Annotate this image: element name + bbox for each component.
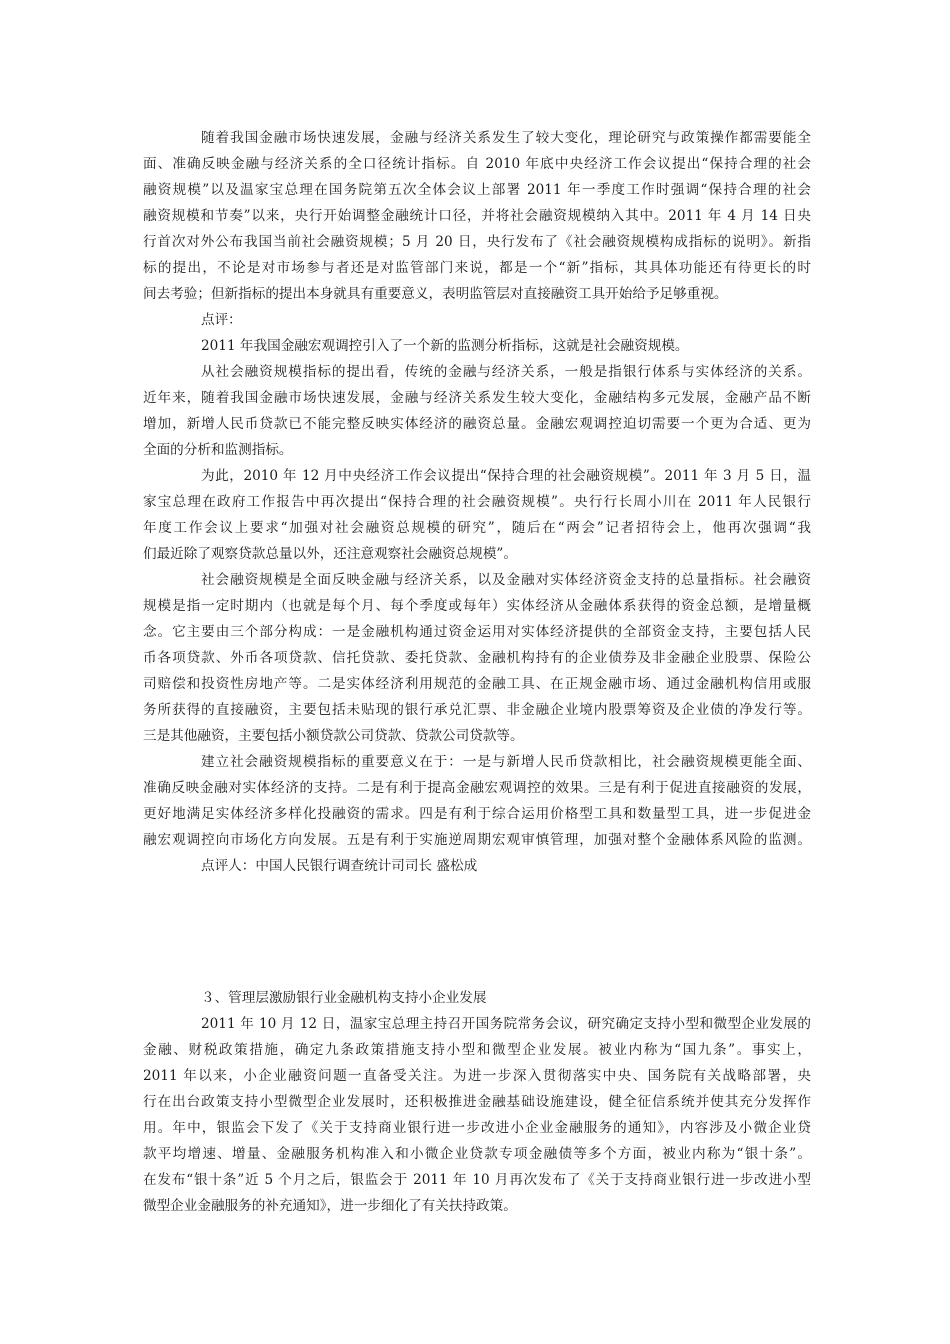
section-social-financing xyxy=(143,125,811,879)
comment-label: 点评： xyxy=(201,312,242,328)
paragraph-line: 款平均增速、增量、金融服务机构准入和小微企业贷款专项金融债等多个方面，被业内称为“银十条”。 xyxy=(143,1146,811,1162)
paragraph-line: 行首次对外公布我国当前社会融资规模；5 月 20 日，央行发布了《社会融资规模构成指标的说明》。新指 xyxy=(143,234,811,250)
paragraph-line: 币各项贷款、外币各项贷款、信托贷款、委托贷款、金融机构持有的企业债券及非金融企业股票、保险公 xyxy=(143,650,811,666)
paragraph-line: 全面的分析和监测指标。 xyxy=(143,442,293,458)
paragraph-line: 家宝总理在政府工作报告中再次提出“保持合理的社会融资规模”。央行行长周小川在 2011 年人民银行 xyxy=(143,494,811,510)
paragraph-line: 更好地满足实体经济多样化投融资的需求。四是有利于综合运用价格型工具和数量型工具，进一步促进金 xyxy=(143,806,811,822)
paragraph-line: 为此，2010 年 12 月中央经济工作会议提出“保持合理的社会融资规模”。2011 年 3 月 5 日，温 xyxy=(201,468,811,484)
paragraph-line: 融宏观调控向市场化方向发展。五是有利于实施逆周期宏观审慎管理，加强对整个金融体系风险的监测。 xyxy=(143,832,811,848)
paragraph-line: 间去考验；但新指标的提出本身就具有重要意义，表明监管层对直接融资工具开始给予足够重视。 xyxy=(143,286,728,302)
paragraph-line: 念。它主要由三个部分构成：一是金融机构通过资金运用对实体经济提供的全部资金支持，主要包括人民 xyxy=(143,624,811,640)
paragraph-line: 务所获得的直接融资，主要包括未贴现的银行承兑汇票、非金融企业境内股票筹资及企业债的净发行等。 xyxy=(143,702,811,718)
section-heading: ３、管理层激励银行业金融机构支持小企业发展 xyxy=(201,990,487,1006)
paragraph-line: 建立社会融资规模指标的重要意义在于：一是与新增人民币贷款相比，社会融资规模更能全面、 xyxy=(201,754,811,770)
paragraph-line: 随着我国金融市场快速发展，金融与经济关系发生了较大变化，理论研究与政策操作都需要能全 xyxy=(201,130,811,146)
paragraph-line: 增加，新增人民币贷款已不能完整反映实体经济的融资总量。金融宏观调控迫切需要一个更为合适、更为 xyxy=(143,416,811,432)
section-small-business xyxy=(143,985,811,1219)
paragraph-line: 近年来，随着我国金融市场快速发展，金融与经济关系发生较大变化，金融结构多元发展，金融产品不断 xyxy=(143,390,811,406)
paragraph-line: 们最近除了观察贷款总量以外，还注意观察社会融资总规模”。 xyxy=(143,546,517,562)
paragraph-line: 从社会融资规模指标的提出看，传统的金融与经济关系，一般是指银行体系与实体经济的关系。 xyxy=(201,364,811,380)
paragraph-line: 准确反映金融对实体经济的支持。二是有利于提高金融宏观调控的效果。三是有利于促进直接融资的发展， xyxy=(143,780,811,796)
paragraph-line: 行在出台政策支持小型微型企业发展时，还积极推进金融基础设施建设，健全征信系统并使其充分发挥作 xyxy=(143,1094,811,1110)
paragraph-line: 司赔偿和投资性房地产等。二是实体经济利用规范的金融工具、在正规金融市场、通过金融机构信用或服 xyxy=(143,676,811,692)
paragraph-line: 微型企业金融服务的补充通知》，进一步细化了有关扶持政策。 xyxy=(143,1198,517,1214)
paragraph-line: 用。年中，银监会下发了《关于支持商业银行进一步改进小企业金融服务的通知》，内容涉及小微企业贷 xyxy=(143,1120,811,1136)
paragraph-line: 社会融资规模是全面反映金融与经济关系，以及金融对实体经济资金支持的总量指标。社会融资 xyxy=(201,572,811,588)
paragraph-line: 融资规模”以及温家宝总理在国务院第五次全体会议上部署 2011 年一季度工作时强调“保持合理的社会 xyxy=(143,182,811,198)
paragraph-line: 2011 年我国金融宏观调控引入了一个新的监测分析指标，这就是社会融资规模。 xyxy=(201,338,689,354)
paragraph-line: 规模是指一定时期内（也就是每个月、每个季度或每年）实体经济从金融体系获得的资金总额，是增量概 xyxy=(143,598,811,614)
paragraph-line: 金融、财税政策措施，确定九条政策措施支持小型和微型企业发展。被业内称为“国九条”。事实上， xyxy=(143,1042,811,1058)
paragraph-line: 2011 年以来，小企业融资问题一直备受关注。为进一步深入贯彻落实中央、国务院有关战略部署，央 xyxy=(143,1068,811,1084)
commentator-signature: 点评人：中国人民银行调查统计司司长 盛松成 xyxy=(201,858,478,874)
paragraph-line: 标的提出，不论是对市场参与者还是对监管部门来说，都是一个“新”指标，其具体功能还有待更长的时 xyxy=(143,260,811,276)
paragraph-line: 年度工作会议上要求“加强对社会融资总规模的研究”，随后在“两会”记者招待会上，他再次强调“我 xyxy=(143,520,811,536)
paragraph-line: 在发布“银十条”近 5 个月之后，银监会于 2011 年 10 月再次发布了《关于支持商业银行进一步改进小型 xyxy=(143,1172,811,1188)
paragraph-line: 融资规模和节奏”以来，央行开始调整金融统计口径，并将社会融资规模纳入其中。2011 年 4 月 14 日央 xyxy=(143,208,811,224)
paragraph-line: 2011 年 10 月 12 日，温家宝总理主持召开国务院常务会议，研究确定支持小型和微型企业发展的 xyxy=(201,1016,811,1032)
paragraph-line: 面、准确反映金融与经济关系的全口径统计指标。自 2010 年底中央经济工作会议提出“保持合理的社会 xyxy=(143,156,811,172)
paragraph-line: 三是其他融资，主要包括小额贷款公司贷款、贷款公司贷款等。 xyxy=(143,728,524,744)
